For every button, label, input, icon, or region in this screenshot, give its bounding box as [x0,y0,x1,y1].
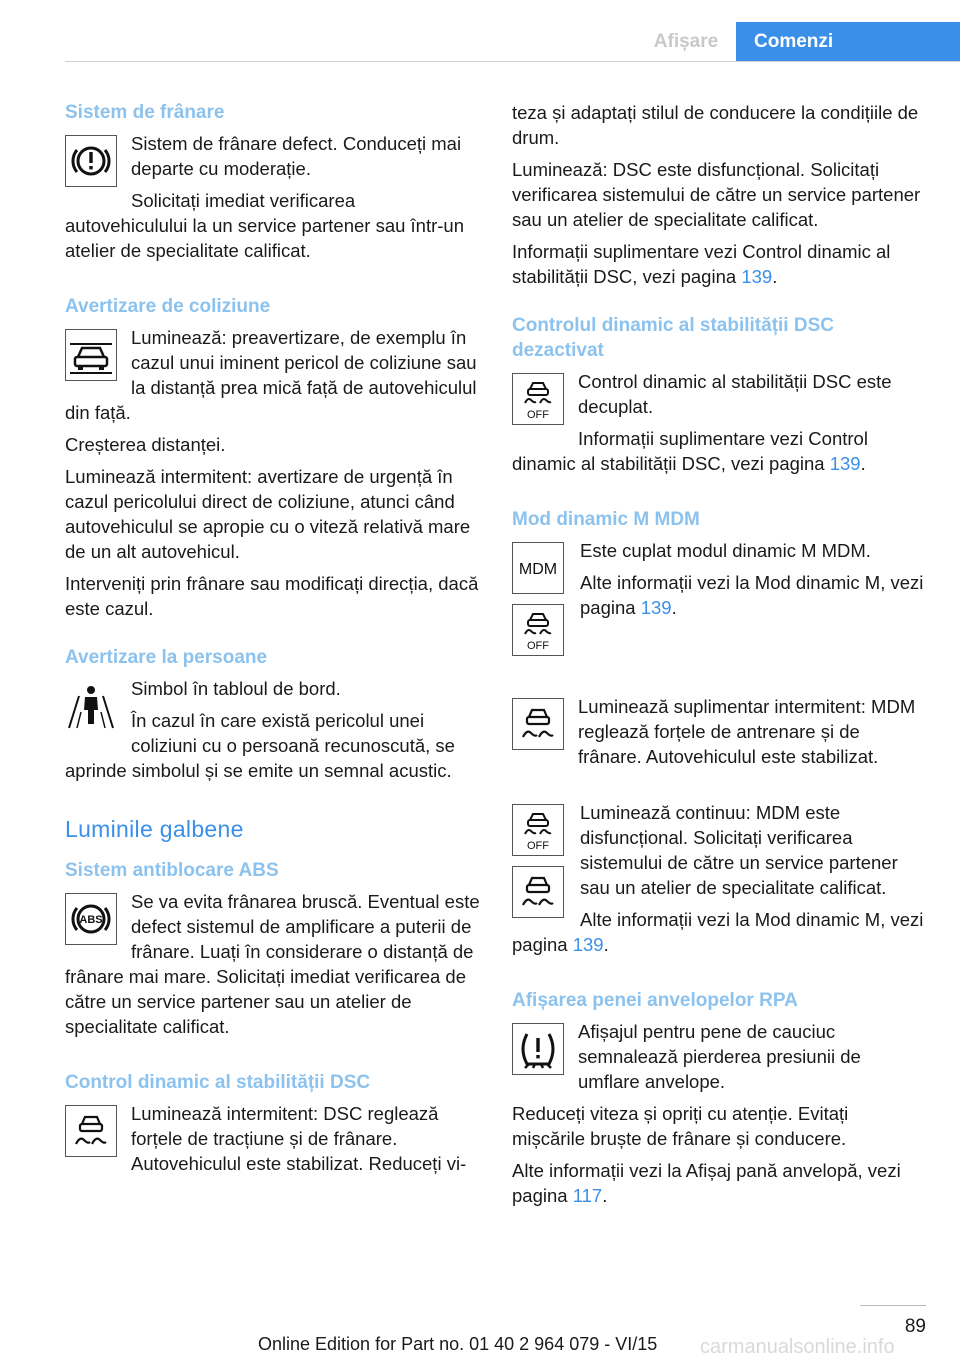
heading-pedestrian-warning: Avertizare la persoane [65,647,268,668]
mdm-page-link[interactable]: 139 [640,597,672,618]
section-rpa [512,988,926,1208]
heading-rpa: Afișarea penei anvelopelor RPA [512,990,798,1011]
rpa-page-link[interactable]: 117 [572,1185,603,1206]
rpa-ref-period: . [602,1185,608,1206]
section-dsc-continued [512,100,926,289]
header-rule [65,61,960,62]
dsc-off-ref-text: Informații suplimentare vezi Control dinamic al stabilității DSC, vezi pagina [512,428,868,474]
mdm-ref-period: . [671,597,677,618]
dsc-ref-text: Informații suplimentare vezi Control dinamic al stabilității DSC, vezi pagina [512,241,891,287]
page-number: 89 [904,1316,926,1337]
mdm-icon-stack [512,542,566,666]
dsc-icon-2 [512,698,564,750]
dsc-cont-text-2: Luminează: DSC este disfuncțional. Solicitați verificarea sistemului de către un service partener sau un atelier de specialitate calificat. [512,159,921,230]
tire-warning-icon [512,1023,564,1075]
mdm-ref-text: Alte informații vezi la Mod dinamic M, vezi pagina [580,572,924,618]
abs-icon [65,893,117,945]
heading-abs: Sistem antiblocare ABS [65,860,279,881]
dsc-off-icon-2 [512,604,564,656]
mdm-malfunction-text-1: Luminează continuu: MDM este disfuncțional. Solicitați verificarea sistemului de către un service partener sau un atelier de specialitate calificat. [580,802,898,898]
dsc-icon-3 [512,866,564,918]
collision-text-4: Interveniți prin frânare sau modificați direcția, dacă este cazul. [65,573,479,619]
heading-dsc: Control dinamic al stabilității DSC [65,1072,371,1093]
rpa-text-1: Afișajul pentru pene de cauciuc semnalează pierderea presiunii de umflare anvelope. [578,1021,861,1092]
section-collision-warning [65,294,481,621]
rpa-text-2: Reduceți viteza și opriți cu atenție. Evitați mișcările bruște de frânare și conducere. [512,1103,849,1149]
edition-text: Online Edition for Part no. 01 40 2 964 079 - VI/15 [258,1334,658,1354]
section-dsc [65,1070,481,1183]
heading-collision-warning: Avertizare de coliziune [65,296,271,317]
mdm-icon [512,542,564,594]
dsc-off-icon-3-text: OFF [527,840,549,852]
rpa-text-3 [512,1158,926,1208]
collision-car-icon [65,329,117,381]
abs-text-1: Se va evita frânarea bruscă. Eventual este defect sistemul de amplificare a puterii de frânare. Luați în considerare o distanță de frânare mai mare. Solicitați imediat verificarea de către un service partener sau un atelier de specialitate calificat. [65,891,480,1037]
heading-brake-system: Sistem de frânare [65,102,225,123]
mdm-text-2 [512,570,926,620]
dsc-off-icon [512,373,564,425]
pedestrian-text-1: Simbol în tabloul de bord. [131,678,341,699]
brake-text-1: Sistem de frânare defect. Conduceți mai departe cu moderație. [131,133,462,179]
tab-display[interactable]: Afișare [653,31,719,52]
dsc-off-ref-period: . [860,453,866,474]
section-abs [65,858,481,1046]
brake-warning-icon [65,135,117,187]
footer-rule [860,1305,926,1306]
dsc-ref-period: . [772,266,778,287]
tab-controls[interactable]: Comenzi [736,22,960,62]
mdm-malfunction-ref-period: . [603,934,609,955]
dsc-cont-text-3 [512,239,926,289]
section-pedestrian-warning [65,645,481,790]
dsc-page-link[interactable]: 139 [741,266,773,287]
dsc-cont-text-1: teza și adaptați stilul de conducere la condițiile de drum. [512,102,919,148]
right-column [512,100,926,1232]
dsc-off-icon-text: OFF [527,409,549,421]
mdm-text-1: Este cuplat modul dinamic M MDM. [580,540,871,561]
watermark: carmanualsonline.info [700,1336,895,1358]
pedestrian-text-2: În cazul în care există pericolul unei coliziuni cu o persoană recunoscută, se aprinde simbolul și se emite un semnal acustic. [65,710,455,781]
mdm-flashing-text: Luminează suplimentar intermitent: MDM reglează forțele de antrenare și de frânare. Autovehiculul este stabilizat. [578,696,916,767]
collision-text-3: Luminează intermitent: avertizare de urgență în cazul pericolului direct de coliziune, atunci când autovehiculul se apropie cu o viteză relativă mare de un alt autovehicul. [65,466,471,562]
pedestrian-icon [65,680,117,732]
mdm-malfunction-ref-text: Alte informații vezi la Mod dinamic M, vezi pagina [512,909,924,955]
section-dsc-off [512,313,926,483]
heading-yellow-lights: Luminile galbene [65,816,244,842]
brake-text-2: Solicitați imediat verificarea autovehiculului la un service partener sau într-un atelier de specialitate calificat. [65,190,465,261]
section-mdm-malfunction [512,800,926,964]
collision-text-2: Creșterea distanței. [65,434,226,455]
mdm-icon-text: MDM [518,561,558,578]
header-bar [0,0,960,62]
rpa-ref-text: Alte informații vezi la Afișaj pană anvelopă, vezi pagina [512,1160,901,1206]
dsc-off-text-1: Control dinamic al stabilității DSC este decuplat. [578,371,892,417]
heading-dsc-off: Controlul dinamic al stabilității DSC dezactivat [512,315,834,361]
left-column [65,100,481,1207]
section-mdm-flashing [512,694,926,776]
dsc-off-icon-2-text: OFF [527,640,549,652]
section-brake-system [65,100,481,270]
heading-mdm: Mod dinamic M MDM [512,509,700,530]
abs-icon-text: ABS [79,914,103,926]
mdm-malfunction-page-link[interactable]: 139 [572,934,604,955]
dsc-text-1: Luminează intermitent: DSC reglează forțele de tracțiune și de frânare. Autovehiculul este stabilizat. Reduceți vi- [131,1103,467,1174]
collision-text-1: Luminează: preavertizare, de exemplu în cazul unui iminent pericol de coliziune sau la distanță prea mică față de autovehiculul din față. [65,327,477,423]
dsc-off-text-2 [512,426,926,476]
section-mdm [512,507,926,670]
dsc-off-icon-3 [512,804,564,856]
dsc-off-page-link[interactable]: 139 [829,453,861,474]
dsc-icon [65,1105,117,1157]
mdm-malfunction-icon-stack [512,804,566,928]
mdm-malfunction-text-2 [512,907,926,957]
